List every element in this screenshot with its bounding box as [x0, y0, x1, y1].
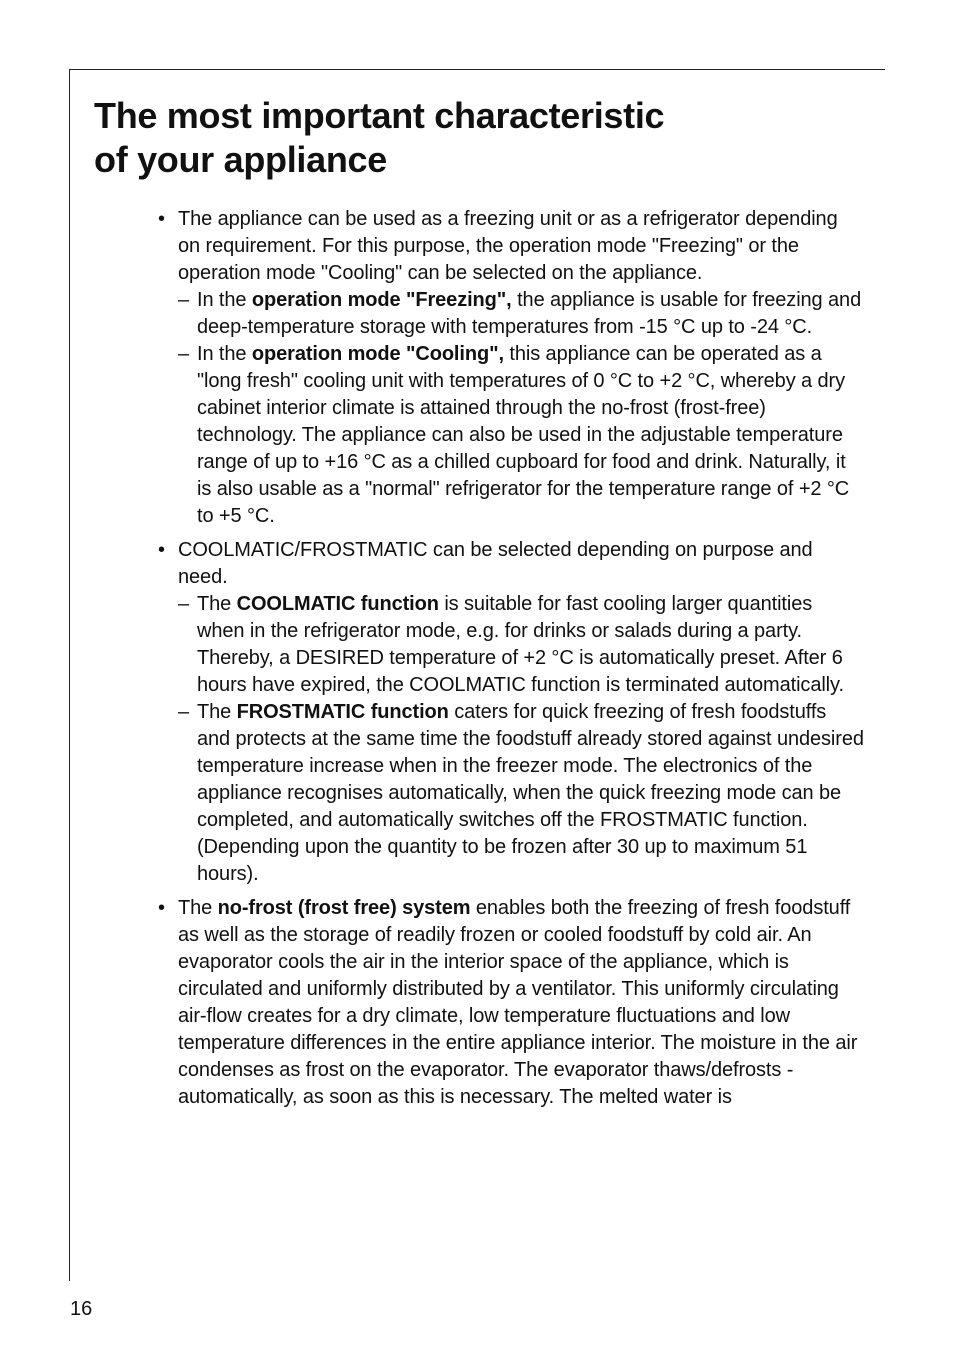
- sub-text-pre: The: [197, 701, 237, 723]
- sub-text-post: caters for quick freezing of fresh foodstuffs and protects at the same time the foodstuff already stored against undesired temperature increase when in the freezer mode. The electronics of the appliance recognises automatically, when the quick freezing mode can be completed, and automatically switches off the FROSTMATIC function.(Depending upon the quantity to be frozen after 30 up to maximum 51 hours).: [197, 701, 864, 885]
- page-title: [94, 94, 854, 182]
- sub-text-extra: Thereby, a DESIRED temperature of +2 °C is automatically preset. After 6 hours have expired, the COOLMATIC function is terminated automatically.: [197, 647, 844, 696]
- sub-text-bold: operation mode "Cooling",: [251, 343, 504, 365]
- page-title-line-1: The most important characteristic: [94, 95, 665, 136]
- main-content: [158, 206, 864, 1118]
- top-border-rule: [69, 69, 885, 70]
- dash-mark: –: [178, 343, 190, 365]
- dash-mark: –: [178, 593, 190, 615]
- left-border-rule: [69, 69, 70, 1281]
- sub-text-bold: operation mode "Freezing",: [251, 289, 512, 311]
- sub-item-freezing-mode: [178, 287, 864, 341]
- sub-text-post: this appliance can be operated as a "long fresh" cooling unit with temperatures of 0 °C to +2 °C, whereby a dry cabinet interior climate is attained through the no-frost (frost-free) technology. The appliance can also be used in the adjustable temperature range of up to +16 °C as a chilled cupboard for food and drink. Naturally, it is also usable as a "normal" refrigerator for the temperature range of +2 °C to +5 °C.: [197, 343, 850, 527]
- bullet-text-bold: no-frost (frost free) system: [217, 897, 471, 919]
- bullet-no-frost-system: [158, 895, 864, 1111]
- dash-mark: –: [178, 701, 190, 723]
- sub-text-pre: The: [197, 593, 237, 615]
- sub-item-frostmatic-function: [178, 699, 864, 888]
- page-number: 16: [70, 1298, 93, 1320]
- bullet-text-pre: The: [178, 897, 218, 919]
- bullet-operation-modes: [158, 206, 864, 530]
- bullet-mark: •: [158, 539, 165, 561]
- page-title-line-2: of your appliance: [94, 139, 387, 180]
- bullet-text-post: enables both the freezing of fresh foodstuff as well as the storage of readily frozen or cooled foodstuff by cold air. An evaporator cools the air in the interior space of the appliance, which is circulated and uniformly distributed by a ventilator. This uniformly circulating air-flow creates for a dry climate, low temperature fluctuations and low temperature differences in the entire appliance interior. The moisture in the air condenses as frost on the evaporator. The evaporator thaws/defrosts - automatically, as soon as this is necessary. The melted water is: [178, 897, 858, 1108]
- bullet-text: The appliance can be used as a freezing unit or as a refrigerator depending on requirement. For this purpose, the operation mode "Freezing" or the operation mode "Cooling" can be selected on the appliance.: [178, 208, 838, 284]
- bullet-coolmatic-frostmatic: [158, 537, 864, 888]
- sub-text-bold: FROSTMATIC function: [236, 701, 449, 723]
- sub-text-post: is suitable for fast cooling larger quantities when in the refrigerator mode, e.g. for drinks or salads during a party.: [197, 593, 813, 642]
- sub-item-coolmatic-function: [178, 591, 864, 699]
- bullet-text: COOLMATIC/FROSTMATIC can be selected depending on purpose and need.: [178, 539, 813, 588]
- bullet-mark: •: [158, 208, 165, 230]
- sub-text-post: the appliance is usable for freezing and deep-temperature storage with temperatures from -15 °C up to -24 °C.: [197, 289, 862, 338]
- sub-text-bold: COOLMATIC function: [236, 593, 439, 615]
- sub-text-pre: In the: [197, 289, 252, 311]
- bullet-mark: •: [158, 897, 165, 919]
- sub-text-pre: In the: [197, 343, 252, 365]
- sub-item-cooling-mode: [178, 341, 864, 530]
- dash-mark: –: [178, 289, 190, 311]
